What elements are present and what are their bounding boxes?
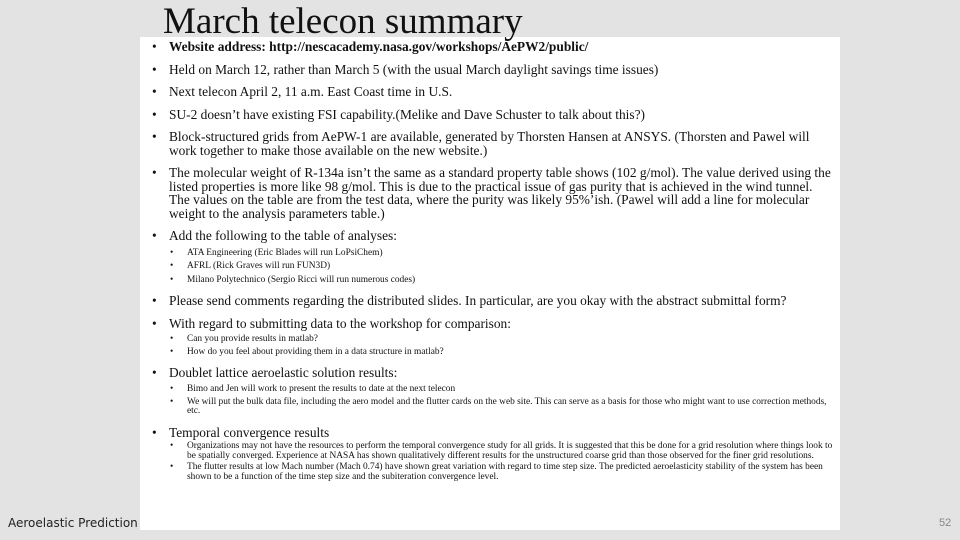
sub-bullet-item [152, 348, 836, 358]
sub-bullet-text: AFRL (Rick Graves will run FUN3D) [187, 261, 331, 272]
sub-bullet-text: The flutter results at low Mach number (Mach 0.74) have shown great variation with regard to time step size. The predicted aeroelasticity stability of the system has been shown to be a function of the time step size and the subiteration convergence level. [187, 462, 823, 483]
bullet-item [152, 294, 836, 308]
bullet-item [152, 108, 836, 122]
page-number: 52 [939, 517, 952, 529]
sub-bullet-text: Organizations may not have the resources to perform the temporal convergence study for all grids. It is suggested that this be done for a grid resolution where things look to be spatially converged. Experience at NASA has shown qualitatively different results for the unstructured coarse grid than those observed for the finer grid resolutions. [187, 441, 833, 461]
sub-bullet-text: Can you provide results in matlab? [187, 334, 318, 345]
sub-bullet-item [152, 385, 836, 395]
sub-bullet-item [152, 276, 836, 286]
sub-bullet-item [152, 398, 836, 417]
sub-bullet-text: We will put the bulk data file, including the aero model and the flutter cards on the web site. This can serve as a basis for those who might want to use correction methods, etc. [187, 396, 827, 417]
sub-bullet-item [152, 463, 836, 482]
bullet-text: • Doublet lattice aeroelastic solution results: [169, 365, 398, 381]
sub-bullet-text: ATA Engineering (Eric Blades will run LoPsiChem) [187, 247, 383, 258]
bullet-text: • Held on March 12, rather than March 5 (with the usual March daylight savings time issues) [169, 61, 659, 77]
bullet-text: • The molecular weight of R-134a isn’t the same as a standard property table shows (102 g/mol). The value derived using the listed properties is more like 98 g/mol. This is due to the practical issue of gas purity that is achieved in the wind tunnel. The values on the table are from the test data, where the purity was likely 95%’ish. (Pawel will add a line for molecular weight to the analysis parameters table.) [169, 165, 831, 221]
bullet-text: • Please send comments regarding the distributed slides. In particular, are you okay with the abstract submittal form? [169, 293, 787, 309]
bullet-item [152, 40, 836, 54]
bullet-item [152, 130, 836, 157]
sub-bullet-text: How do you feel about providing them in a data structure in matlab? [187, 346, 444, 357]
bullet-item [152, 63, 836, 77]
bullet-item [152, 229, 836, 243]
sub-bullet-item [152, 262, 836, 272]
bullet-text: • Next telecon April 2, 11 a.m. East Coast time in U.S. [169, 84, 453, 99]
bullet-text: • Add the following to the table of analyses: [169, 228, 397, 243]
sub-bullet-text: Milano Polytechnico (Sergio Ricci will run numerous codes) [187, 274, 416, 285]
sub-bullet-item [152, 249, 836, 259]
bullet-item [152, 366, 836, 380]
bullet-text: • Block-structured grids from AePW-1 are available, generated by Thorsten Hansen at ANSYS. (Thorsten and Pawel will work together to make those available on the new website.) [169, 129, 810, 158]
bullet-text: • SU-2 doesn’t have existing FSI capability.(Melike and Dave Schuster to talk about this?) [169, 106, 646, 122]
sub-bullet-text: Bimo and Jen will work to present the results to date at the next telecon [187, 383, 456, 394]
website-address[interactable]: • Website address: http://nescacademy.nasa.gov/workshops/AePW2/public/ [169, 39, 589, 54]
bullet-text: • With regard to submitting data to the workshop for comparison: [169, 315, 511, 331]
bullet-text: • Temporal convergence results [169, 424, 330, 440]
slide-title: March telecon summary [163, 1, 523, 42]
bullet-item [152, 85, 836, 99]
footer-left-label: Aeroelastic Prediction [8, 516, 138, 530]
bullet-list [152, 40, 836, 483]
sub-bullet-item [152, 442, 836, 461]
bullet-item [152, 166, 836, 220]
sub-bullet-item [152, 335, 836, 345]
bullet-item [152, 426, 836, 440]
bullet-item [152, 317, 836, 331]
